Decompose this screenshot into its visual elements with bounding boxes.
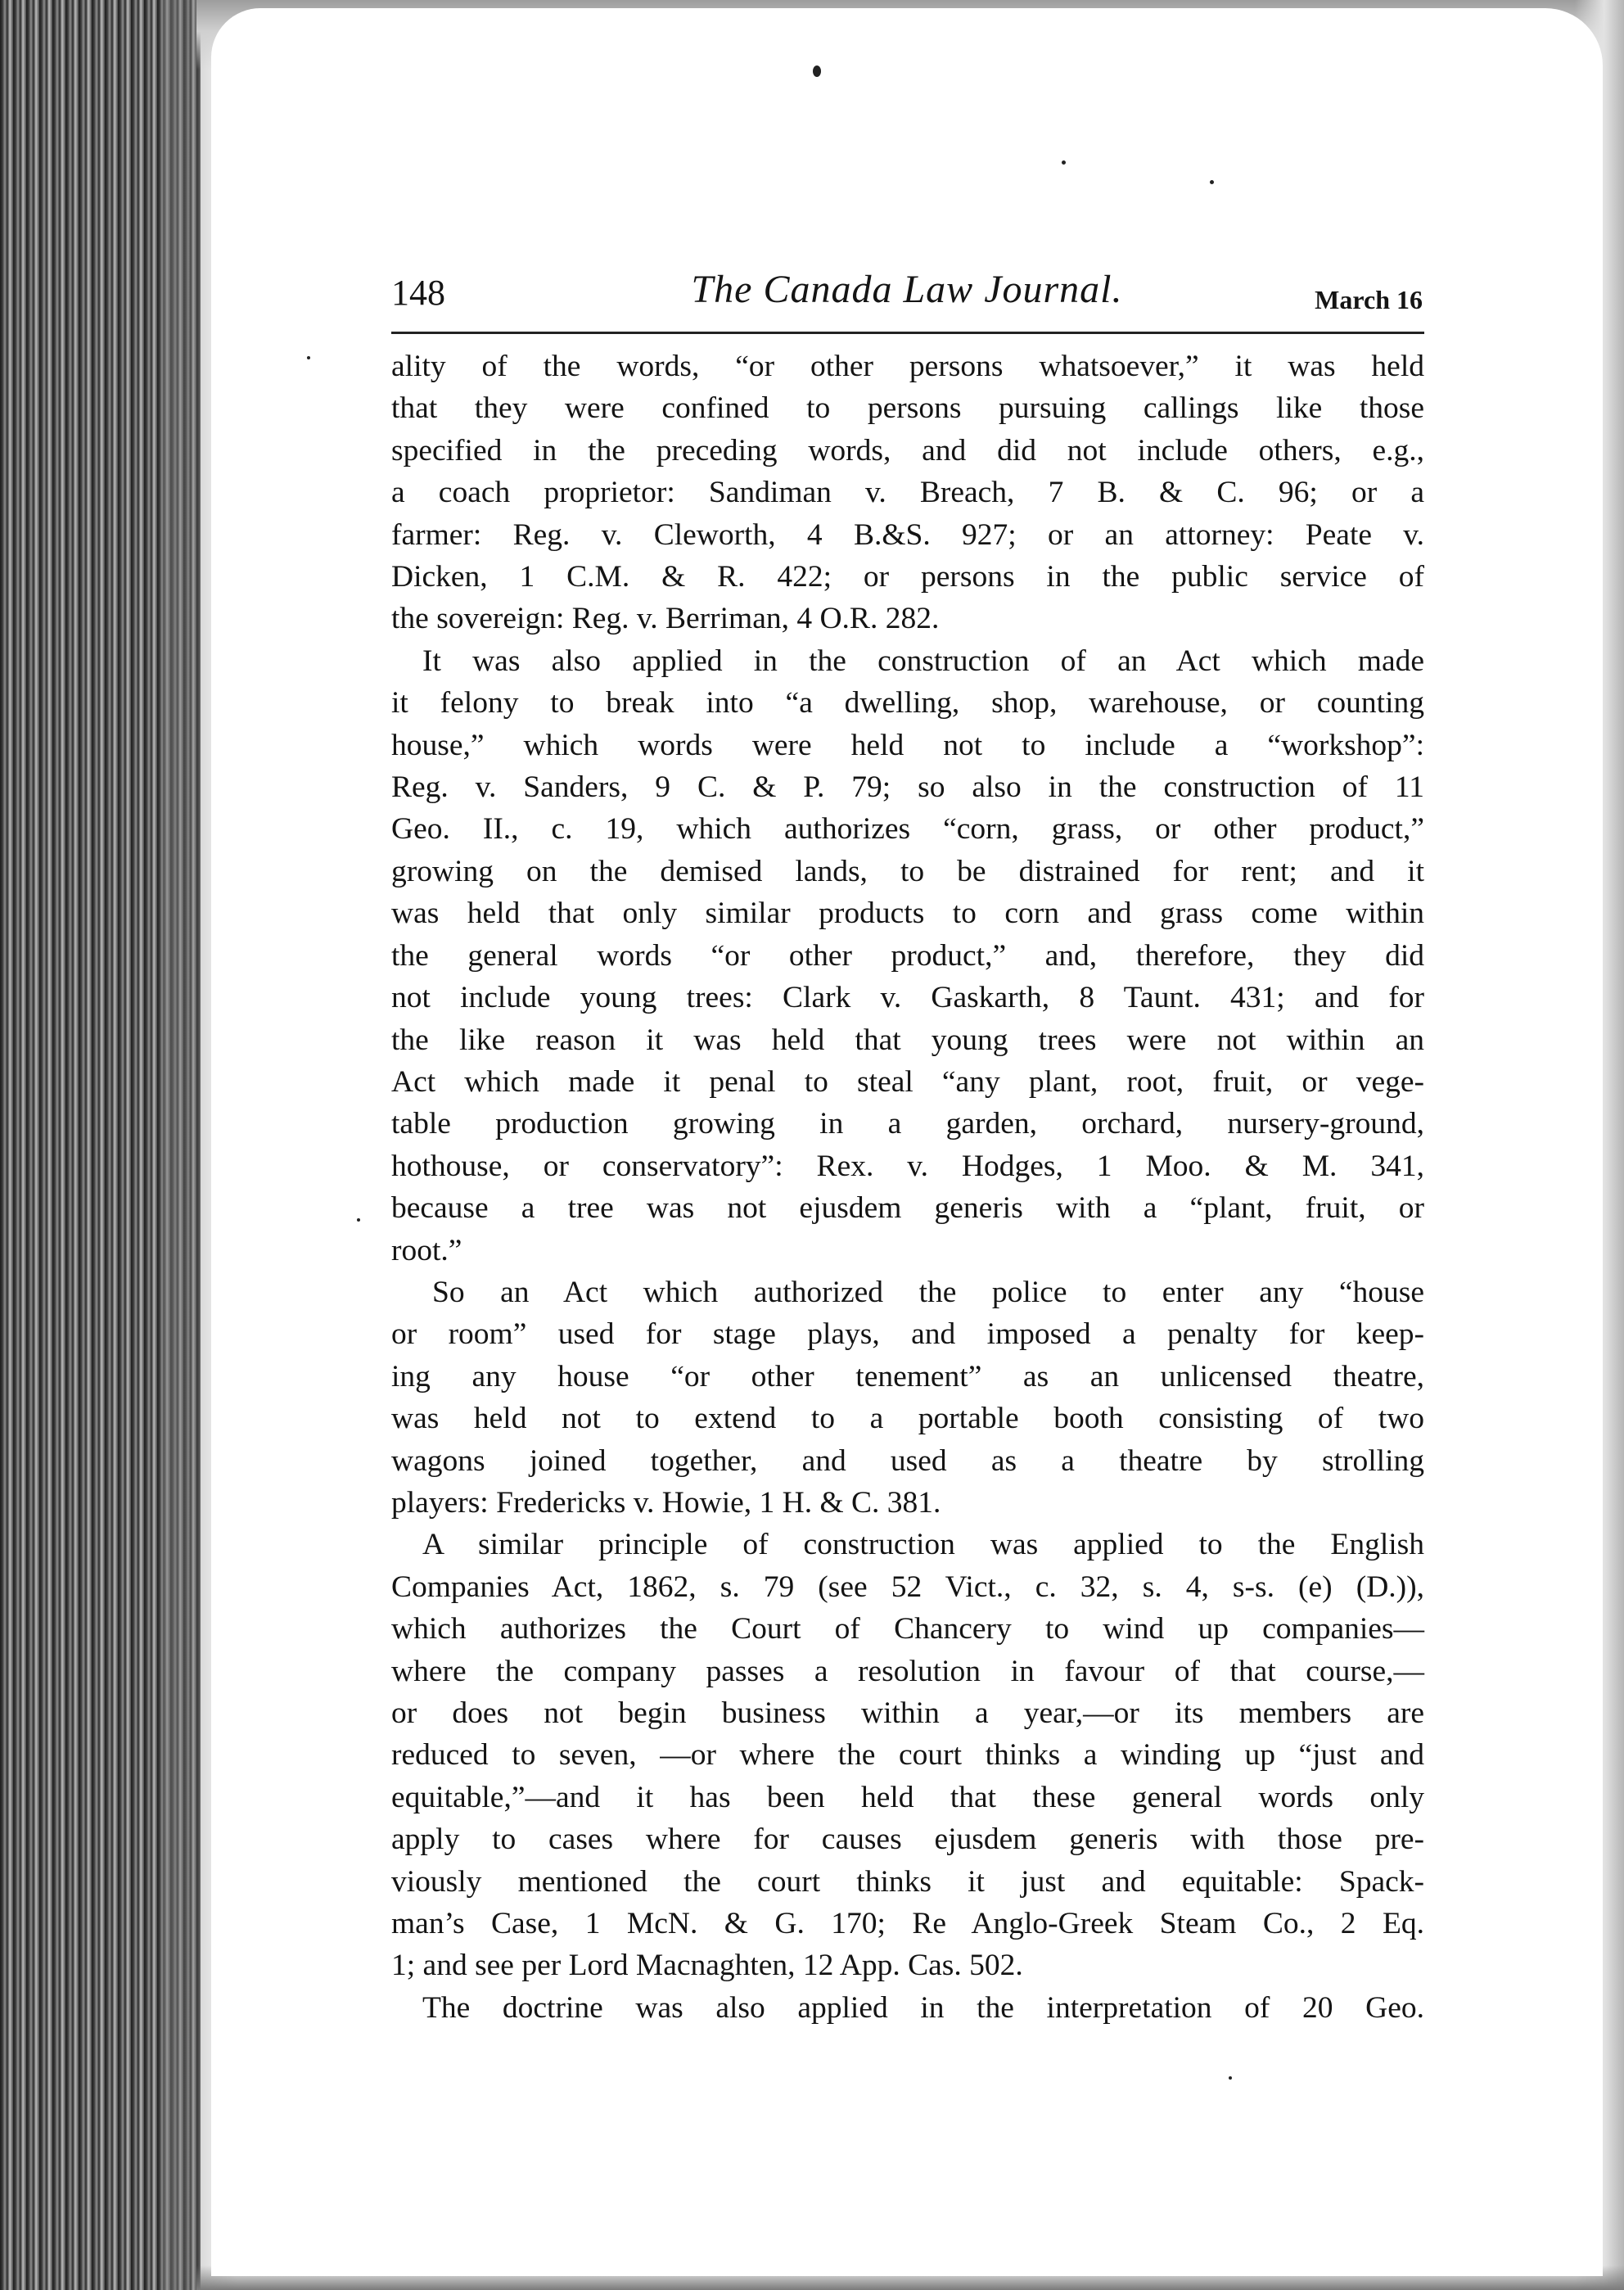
text-line: or does not begin business within a year,—or its members are bbox=[391, 1696, 1424, 1730]
text-line: players: Fredericks v. Howie, 1 H. & C. 381. bbox=[391, 1485, 941, 1520]
text-line: the like reason it was held that young trees were not within an bbox=[391, 1023, 1424, 1057]
text-line: hothouse, or conservatory”: Rex. v. Hodges, 1 Moo. & M. 341, bbox=[391, 1149, 1424, 1183]
text-line: Dicken, 1 C.M. & R. 422; or persons in the public service of bbox=[391, 560, 1424, 594]
paragraph-continued bbox=[391, 1313, 1424, 1524]
text-line: man’s Case, 1 McN. & G. 170; Re Anglo-Greek Steam Co., 2 Eq. bbox=[391, 1907, 1424, 1941]
text-line: house,” which words were held not to include a “workshop”: bbox=[391, 728, 1424, 762]
text-line: table production growing in a garden, orchard, nursery-ground, bbox=[391, 1107, 1424, 1141]
paragraph bbox=[391, 640, 1424, 682]
text-line: where the company passes a resolution in favour of that course,— bbox=[391, 1654, 1424, 1688]
paragraph-continued bbox=[391, 682, 1424, 1271]
text-line: A similar principle of construction was applied to the English bbox=[422, 1528, 1424, 1562]
header-rule bbox=[391, 332, 1424, 334]
text-line: ing any house “or other tenement” as an unlicensed theatre, bbox=[391, 1359, 1424, 1393]
text-line: It was also applied in the construction of an Act which made bbox=[422, 644, 1424, 678]
text-line: root.” bbox=[391, 1233, 462, 1267]
paragraph bbox=[391, 1987, 1424, 2029]
text-line: apply to cases where for causes ejusdem generis with those pre- bbox=[391, 1823, 1424, 1857]
paragraph-continued bbox=[391, 1566, 1424, 1987]
text-line: viously mentioned the court thinks it just and equitable: Spack- bbox=[391, 1864, 1424, 1899]
text-line: was held not to extend to a portable booth consisting of two bbox=[391, 1402, 1424, 1436]
text-line: the sovereign: Reg. v. Berriman, 4 O.R. 282. bbox=[391, 602, 940, 636]
text-line: the general words “or other product,” and, therefore, they did bbox=[391, 938, 1424, 973]
text-line: not include young trees: Clark v. Gaskarth, 8 Taunt. 431; and for bbox=[391, 981, 1424, 1015]
text-line: 1; and see per Lord Macnaghten, 12 App. Cas. 502. bbox=[391, 1949, 1023, 1983]
page-number: 148 bbox=[391, 273, 445, 313]
paragraph bbox=[391, 1524, 1424, 1565]
text-line: Reg. v. Sanders, 9 C. & P. 79; so also in the construction of 11 bbox=[391, 770, 1424, 805]
text-line: growing on the demised lands, to be distrained for rent; and it bbox=[391, 854, 1424, 888]
journal-title: The Canada Law Journal. bbox=[691, 268, 1123, 311]
text-line: or room” used for stage plays, and imposed a penalty for keep- bbox=[391, 1317, 1424, 1352]
text-line: farmer: Reg. v. Cleworth, 4 B.&S. 927; or an attorney: Peate v. bbox=[391, 517, 1424, 552]
article-body bbox=[391, 346, 1424, 2029]
text-line: ality of the words, “or other persons whatsoever,” it was held bbox=[391, 350, 1424, 383]
paragraph bbox=[391, 346, 1424, 640]
text-line: was held that only similar products to corn and grass come within bbox=[391, 897, 1424, 931]
text-line: it felony to break into “a dwelling, shop, warehouse, or counting bbox=[391, 686, 1424, 720]
running-header bbox=[391, 267, 1423, 332]
paragraph bbox=[391, 1271, 1424, 1313]
text-line: The doctrine was also applied in the interpretation of 20 Geo. bbox=[422, 1990, 1424, 2025]
issue-date: March 16 bbox=[1315, 285, 1423, 314]
text-line: specified in the preceding words, and did not include others, e.g., bbox=[391, 433, 1424, 467]
text-line: So an Act which authorized the police to enter any “house bbox=[432, 1275, 1424, 1309]
text-line: Act which made it penal to steal “any plant, root, fruit, or vege- bbox=[391, 1064, 1424, 1099]
text-line: Geo. II., c. 19, which authorizes “corn, grass, or other product,” bbox=[391, 812, 1424, 847]
text-line: because a tree was not ejusdem generis with a “plant, fruit, or bbox=[391, 1191, 1424, 1226]
text-line: reduced to seven, —or where the court thinks a winding up “just and bbox=[391, 1738, 1424, 1773]
text-line: that they were confined to persons pursuing callings like those bbox=[391, 391, 1424, 426]
text-line: equitable,”—and it has been held that these general words only bbox=[391, 1780, 1424, 1814]
text-line: which authorizes the Court of Chancery to wind up companies— bbox=[391, 1612, 1424, 1646]
text-line: wagons joined together, and used as a theatre by strolling bbox=[391, 1443, 1424, 1478]
text-line: a coach proprietor: Sandiman v. Breach, 7 B. & C. 96; or a bbox=[391, 476, 1424, 510]
text-line: Companies Act, 1862, s. 79 (see 52 Vict., c. 32, s. 4, s-s. (e) (D.)), bbox=[391, 1570, 1424, 1604]
